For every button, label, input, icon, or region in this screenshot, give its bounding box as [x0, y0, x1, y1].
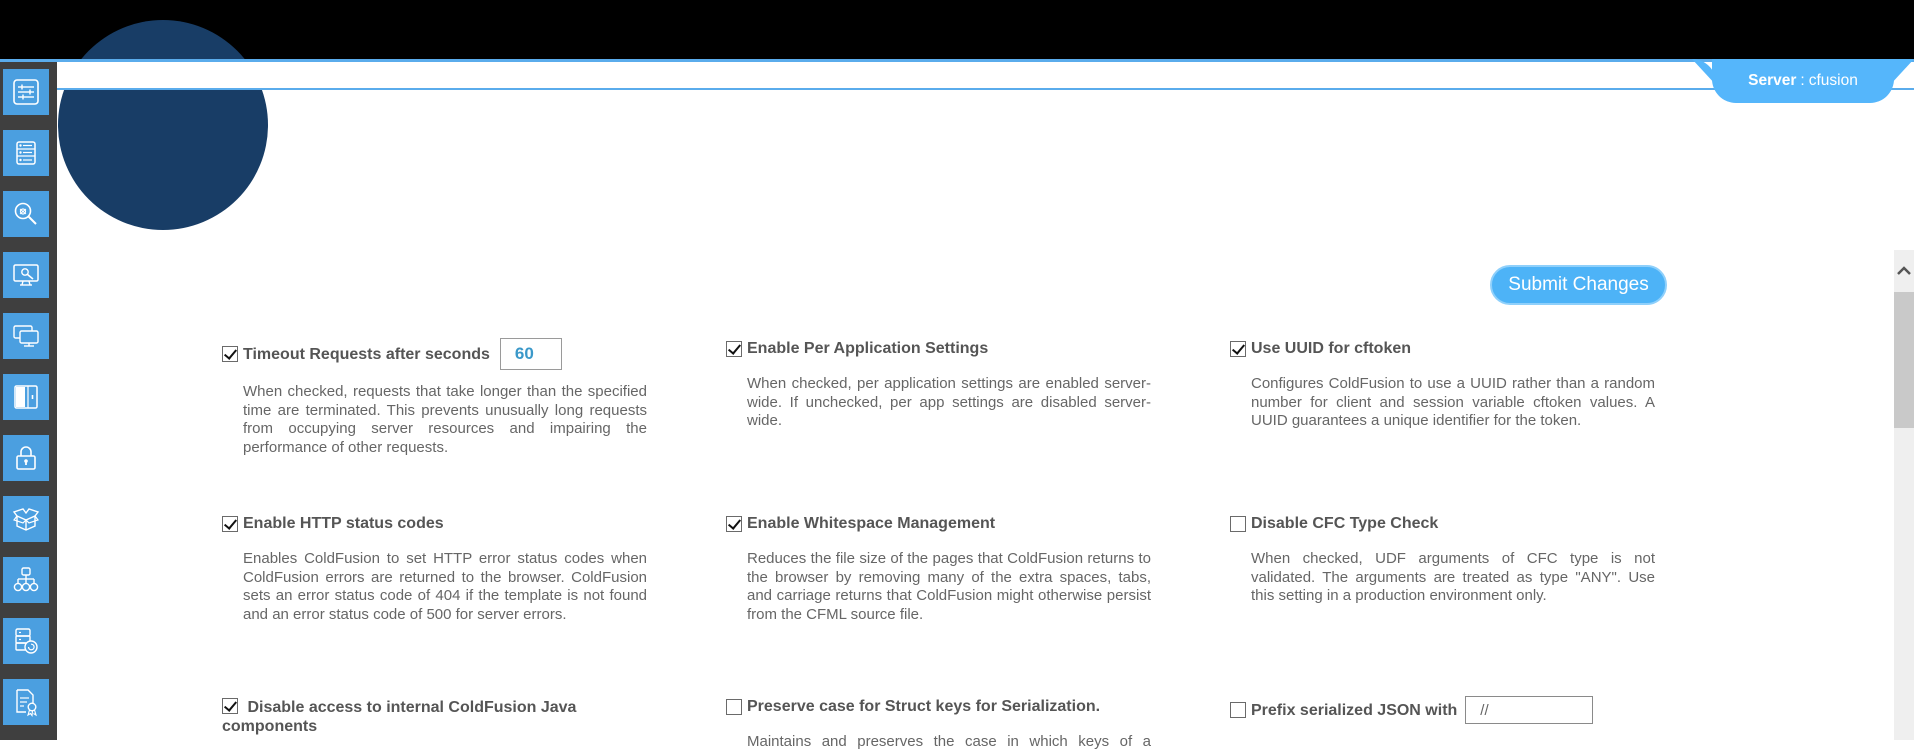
http-status-codes-checkbox[interactable]: [222, 516, 238, 532]
whitespace-management-checkbox[interactable]: [726, 516, 742, 532]
setting-header: [222, 338, 652, 370]
event-gateway-icon: [11, 382, 41, 412]
setting-disable-java-components: [222, 698, 652, 736]
http-status-codes-description: Enables ColdFusion to set HTTP error status codes when ColdFusion errors are returned to the browser. ColdFusion sets an error status code of 404 if the template is not found and an error status code of 500 for server errors.: [243, 550, 647, 623]
settings-sliders-icon: [11, 77, 41, 107]
server-name: cfusion: [1808, 72, 1858, 89]
setting-header: [1230, 339, 1660, 358]
timeout-requests-checkbox[interactable]: [222, 346, 238, 362]
cfc-type-check-label: Disable CFC Type Check: [1251, 515, 1439, 532]
sidebar-item-license[interactable]: [3, 679, 49, 725]
sidebar: [0, 62, 57, 740]
setting-json-prefix: [1230, 696, 1660, 724]
logo-halo: [58, 20, 268, 230]
submit-changes-button[interactable]: Submit Changes: [1490, 265, 1667, 305]
sidebar-item-server-monitoring[interactable]: [3, 252, 49, 298]
packaging-box-icon: [11, 504, 41, 534]
vertical-scrollbar[interactable]: [1894, 250, 1914, 740]
top-banner: [0, 0, 1914, 59]
debugging-search-icon: [11, 199, 41, 229]
chevron-up-icon: [1897, 266, 1911, 276]
sidebar-item-clustering[interactable]: [3, 557, 49, 603]
preserve-case-description: [747, 733, 1151, 750]
whitespace-management-description: Reduces the file size of the pages that ColdFusion returns to the browser by removing many of the extra spaces, tabs, and carriage returns that ColdFusion might otherwise persist from the CFML source file.: [747, 550, 1151, 623]
setting-timeout-requests: [222, 338, 652, 457]
cfc-type-check-description: When checked, UDF arguments of CFC type is not validated. The arguments are treated as type "ANY". Use this setting in a production environment only.: [1251, 550, 1655, 604]
sidebar-item-security[interactable]: [3, 435, 49, 481]
setting-header: [1230, 514, 1660, 533]
server-indicator: [1712, 59, 1894, 103]
sidebar-item-server-update[interactable]: [3, 618, 49, 664]
cfc-type-check-checkbox[interactable]: [1230, 516, 1246, 532]
server-separator: :: [1800, 72, 1805, 89]
setting-header: [726, 514, 1156, 533]
disable-java-components-label: Disable access to internal ColdFusion Java components: [222, 699, 577, 735]
scrollbar-thumb[interactable]: [1894, 292, 1914, 428]
preserve-case-description-text: Maintains and preserves the case in which keys of a: [747, 733, 1151, 750]
server-label: Server: [1748, 72, 1797, 89]
setting-header: [1230, 696, 1660, 724]
uuid-cftoken-label: Use UUID for cftoken: [1251, 340, 1412, 357]
sidebar-item-server-settings[interactable]: [3, 69, 49, 115]
data-list-icon: [11, 138, 41, 168]
security-lock-icon: [11, 443, 41, 473]
timeout-requests-label: Timeout Requests after seconds: [243, 345, 490, 363]
license-certificate-icon: [11, 687, 41, 717]
preserve-case-label: Preserve case for Struct keys for Serialization.: [747, 698, 1101, 715]
server-update-icon: [11, 626, 41, 656]
server-monitoring-icon: [11, 260, 41, 290]
per-application-label: Enable Per Application Settings: [747, 340, 989, 357]
json-prefix-checkbox[interactable]: [1230, 702, 1246, 718]
cluster-network-icon: [11, 565, 41, 595]
whitespace-management-label: Enable Whitespace Management: [747, 515, 996, 532]
json-prefix-input[interactable]: [1465, 696, 1593, 724]
setting-per-application: [726, 339, 1156, 431]
json-prefix-label: Prefix serialized JSON with: [1251, 701, 1458, 719]
multiple-monitors-icon: [11, 321, 41, 351]
uuid-cftoken-description: Configures ColdFusion to use a UUID rather than a random number for client and session variable cftoken values. A UUID guarantees a unique identifier for the token.: [1251, 375, 1655, 429]
preserve-case-checkbox[interactable]: [726, 699, 742, 715]
timeout-requests-description: When checked, requests that take longer than the specified time are terminated. This prevents unusually long requests from occupying server resources and impairing the performance of other requests.: [243, 383, 647, 456]
setting-whitespace-management: [726, 514, 1156, 624]
setting-cfc-type-check: [1230, 514, 1660, 606]
setting-uuid-cftoken: [1230, 339, 1660, 431]
header-divider: [57, 88, 1914, 90]
setting-header: [726, 697, 1156, 716]
setting-header: [222, 698, 652, 736]
per-application-checkbox[interactable]: [726, 341, 742, 357]
sidebar-item-debugging[interactable]: [3, 191, 49, 237]
per-application-description: When checked, per application settings are enabled server-wide. If unchecked, per app settings are disabled server-wide.: [747, 375, 1151, 429]
sidebar-item-packaging[interactable]: [3, 496, 49, 542]
setting-header: [726, 339, 1156, 358]
setting-preserve-case: [726, 697, 1156, 750]
scroll-up-button[interactable]: [1894, 250, 1914, 292]
http-status-codes-label: Enable HTTP status codes: [243, 515, 444, 532]
uuid-cftoken-checkbox[interactable]: [1230, 341, 1246, 357]
setting-header: [222, 514, 652, 533]
sidebar-item-multi-server[interactable]: [3, 313, 49, 359]
timeout-seconds-input[interactable]: [500, 338, 562, 370]
disable-java-components-checkbox[interactable]: [222, 698, 238, 714]
header-bar: [0, 59, 1914, 89]
sidebar-item-data-services[interactable]: [3, 130, 49, 176]
sidebar-item-event-gateways[interactable]: [3, 374, 49, 420]
setting-http-status-codes: [222, 514, 652, 624]
